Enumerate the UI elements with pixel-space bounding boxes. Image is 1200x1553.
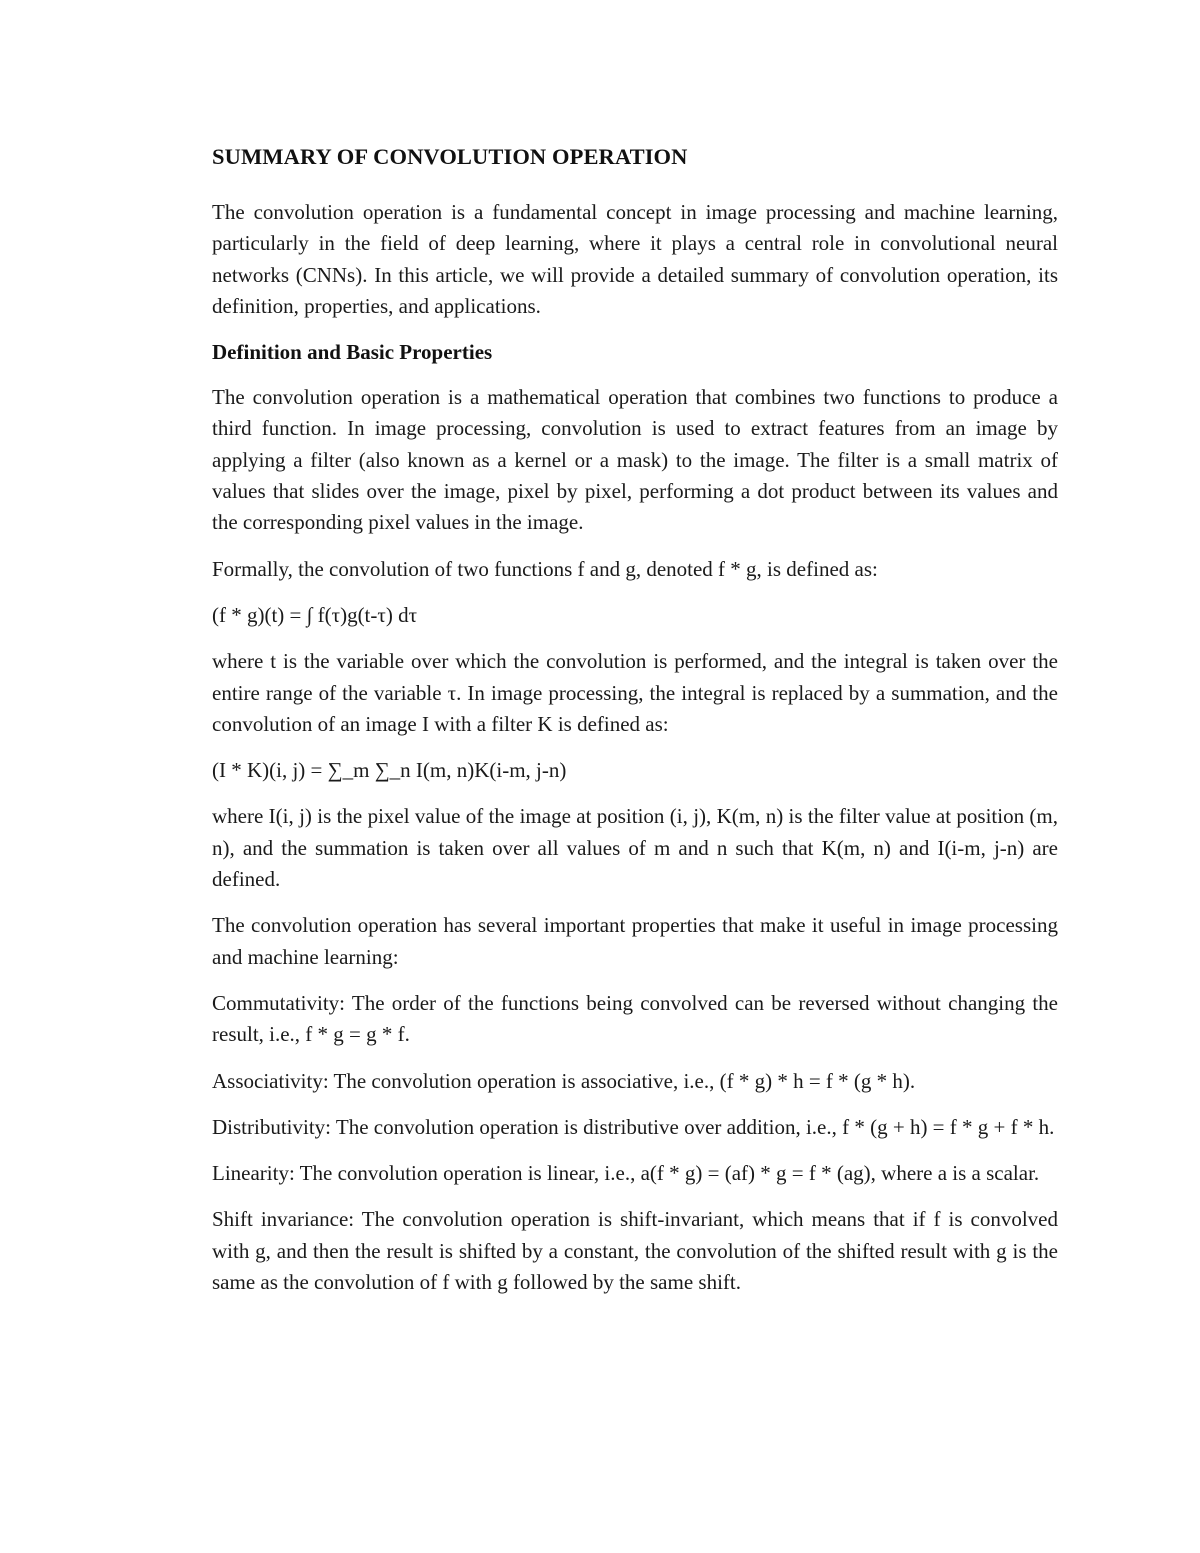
property-associativity: Associativity: The convolution operation is associative, i.e., (f * g) * h = f * (g * h). (212, 1068, 916, 1093)
document-page (212, 138, 1058, 1313)
formal-intro-paragraph: Formally, the convolution of two functions f and g, denoted f * g, is defined as: (212, 556, 878, 581)
discrete-formula: (I * K)(i, j) = ∑_m ∑_n I(m, n)K(i-m, j-n) (212, 758, 567, 783)
continuous-formula: (f * g)(t) = ∫ f(τ)g(t-τ) dτ (212, 602, 418, 627)
property-linearity: Linearity: The convolution operation is linear, i.e., a(f * g) = (af) * g = f * (ag), where a is a scalar. (212, 1161, 1040, 1186)
continuous-explanation-paragraph: where t is the variable over which the convolution is performed, and the integral is taken over the entire range of the variable τ. In image processing, the integral is replaced by a summation, and the convolution of an image I with a filter K is defined as: (212, 649, 1058, 736)
intro-paragraph: The convolution operation is a fundamental concept in image processing and machine learning, particularly in the field of deep learning, where it plays a central role in convolutional neural networks (CNNs). In this article, we will provide a detailed summary of convolution operation, its definition, properties, and applications. (212, 200, 1058, 318)
property-distributivity: Distributivity: The convolution operation is distributive over addition, i.e., f * (g + h) = f * g + f * h. (212, 1114, 1055, 1139)
property-shift-invariance: Shift invariance: The convolution operation is shift-invariant, which means that if f is convolved with g, and then the result is shifted by a constant, the convolution of the shifted result with g is the same as the convolution of f with g followed by the same shift. (212, 1207, 1058, 1295)
definition-paragraph: The convolution operation is a mathematical operation that combines two functions to produce a third function. In image processing, convolution is used to extract features from an image by applying a filter (also known as a kernel or a mask) to the image. The filter is a small matrix of values that slides over the image, pixel by pixel, performing a dot product between its values and the corresponding pixel values in the image. (212, 385, 1058, 535)
section-heading: Definition and Basic Properties (212, 340, 493, 365)
properties-intro-paragraph: The convolution operation has several important properties that make it useful in image processing and machine learning: (212, 913, 1058, 969)
property-commutativity: Commutativity: The order of the functions being convolved can be reversed without changing the result, i.e., f * g = g * f. (212, 990, 1058, 1047)
document-title: SUMMARY OF CONVOLUTION OPERATION (212, 144, 688, 169)
discrete-explanation-paragraph: where I(i, j) is the pixel value of the image at position (i, j), K(m, n) is the filter value at position (m, n), and the summation is taken over all values of m and n such that K(m, n) and I(i-m, j-n) are defined. (212, 804, 1058, 892)
